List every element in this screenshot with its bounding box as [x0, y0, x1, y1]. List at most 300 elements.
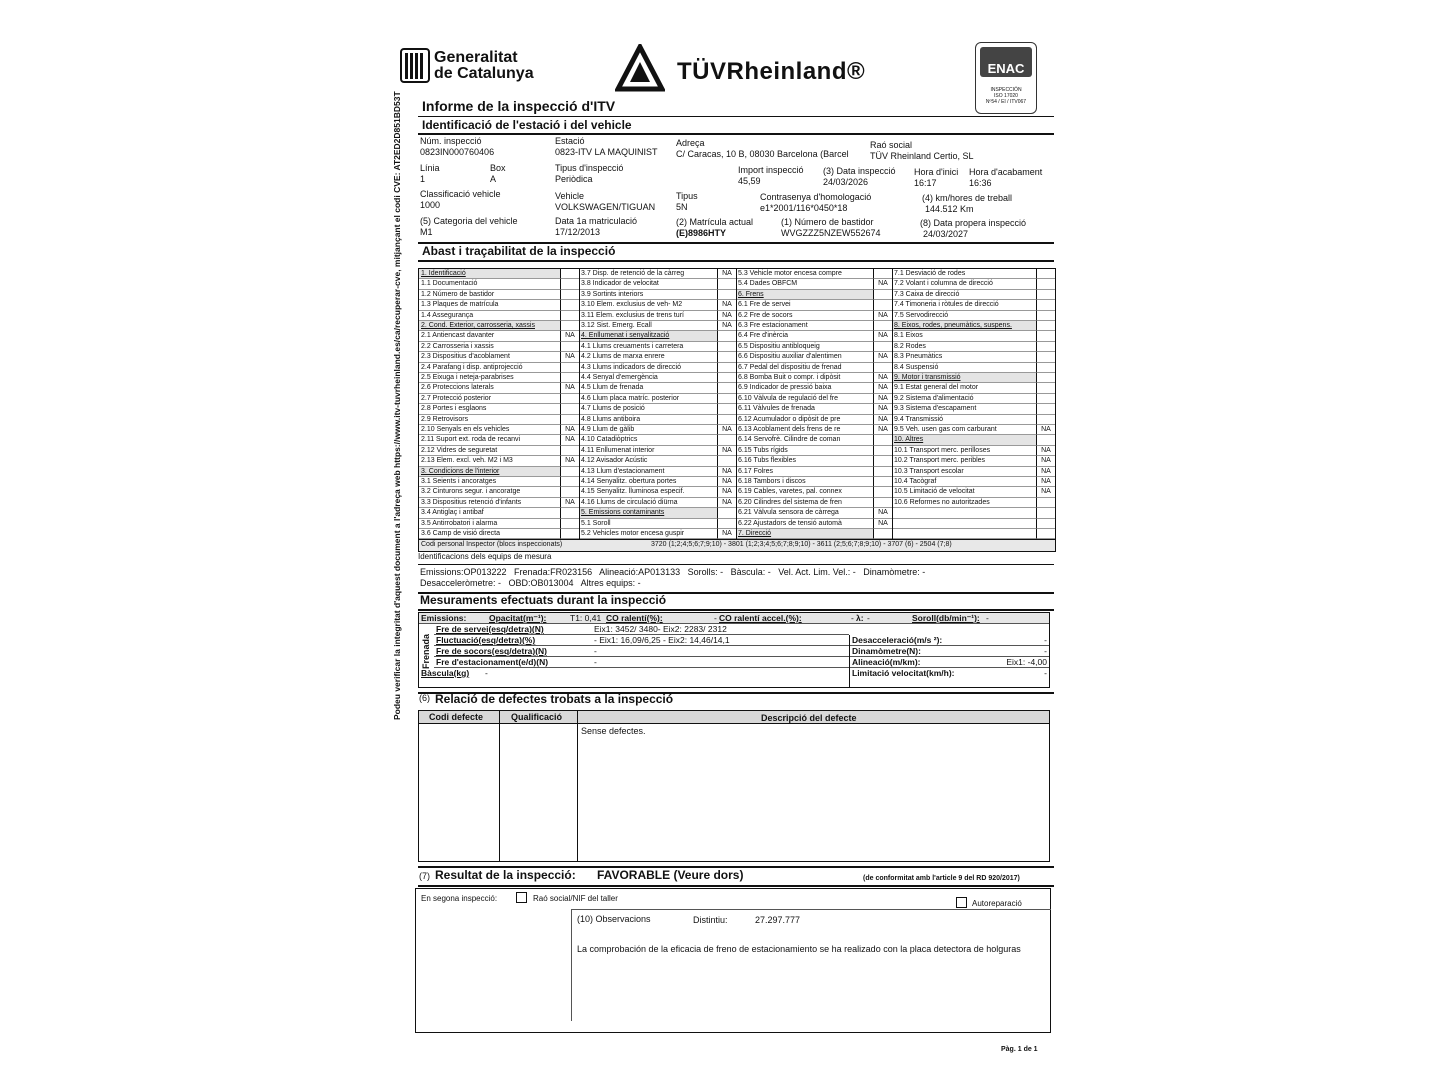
scope-na-mark: NA [1037, 425, 1055, 435]
scope-item: 6.6 Dispositiu auxiliar d'alentimen [736, 352, 874, 362]
identification-fields [420, 136, 1056, 241]
fre-socors-row [434, 646, 849, 657]
scope-na-mark: NA [1037, 477, 1055, 487]
scope-na-mark [718, 352, 736, 362]
scope-na-mark: NA [718, 269, 736, 279]
scope-item: 9. Motor i transmissió [892, 373, 1037, 383]
scope-na-mark [718, 331, 736, 341]
scope-item: 4.6 Llum placa matríc. posterior [579, 394, 718, 404]
scope-item: 4.10 Catadiòptrics [579, 435, 718, 445]
scope-na-mark [561, 311, 579, 321]
scope-na-mark: NA [561, 352, 579, 362]
scope-item: 4. Enllumenat i senyalització [579, 331, 718, 341]
scope-item: 2.10 Senyals en els vehicles [419, 425, 561, 435]
scope-item: 7. Direcció [736, 529, 874, 539]
scope-na-mark [718, 290, 736, 300]
scope-item: 5.4 Dades OBFCM [736, 279, 874, 289]
scope-item: 10.6 Reformes no autoritzades [892, 498, 1037, 508]
scope-na-mark [1037, 394, 1055, 404]
scope-na-mark [718, 508, 736, 518]
matricula-label: (2) Matrícula actual [676, 217, 754, 227]
categoria: M1 [420, 227, 433, 237]
scope-na-mark [561, 394, 579, 404]
defects-table [418, 710, 1050, 862]
scope-item: 10. Altres [892, 435, 1037, 445]
enac-label: ENAC [987, 61, 1025, 76]
scope-item: 6.12 Acumulador o dipòsit de pre [736, 415, 874, 425]
scope-item: 3.3 Dispositius retenció d'infants [419, 498, 561, 508]
num-inspeccio-label: Núm. inspecció [420, 136, 482, 146]
scope-na-mark [1037, 279, 1055, 289]
tuv-triangle-icon [615, 44, 665, 97]
scope-item: 6.18 Tambors i discos [736, 477, 874, 487]
scope-na-mark: NA [874, 373, 892, 383]
result-title: Resultat de la inspecció: [435, 868, 576, 882]
scope-na-mark [561, 529, 579, 539]
co-ralenti-label: CO ralentí(%): [606, 613, 663, 623]
scope-na-mark: NA [718, 498, 736, 508]
scope-na-mark [561, 404, 579, 414]
scope-na-mark [874, 467, 892, 477]
inspector-code-value: 3720 (1;2;4;5;6;7;9;10) - 3801 (1;2;3;4;5;6;7;8;9;10) - 3611 (2;5;6;7;8;9;10) - 3707 (6) - 2504 (7;8) [651, 541, 952, 548]
scope-item: 6.22 Ajustadors de tensió automà [736, 519, 874, 529]
generalitat-line1: Generalitat [434, 49, 518, 66]
scope-na-mark [561, 467, 579, 477]
scope-item: 5.1 Soroll [579, 519, 718, 529]
scope-na-mark: NA [718, 446, 736, 456]
generalitat-logo [400, 48, 430, 83]
scope-item: 4.14 Senyalitz. obertura portes [579, 477, 718, 487]
scope-col-1 [419, 269, 579, 551]
scope-item: 2.3 Dispositius d'acoblament [419, 352, 561, 362]
scope-item: 2.8 Portes i esglaons [419, 404, 561, 414]
verification-side-text: Podeu verificar la integritat d'aquest document a l'adreça web https://www.itv-tuvrheinland.es/ca/recuperar-cve, mitjançant el codi CVE: AT2ED2D851BD53T [392, 91, 402, 720]
result-note: (de conformitat amb l'article 9 del RD 920/2017) [863, 875, 1020, 882]
obs-text: La comprobación de la eficacia de freno de estacionamiento se ha realizado con la placa detectora de holguras [577, 944, 1021, 954]
scope-item: 6.21 Vàlvula sensora de càrrega [736, 508, 874, 518]
segona-label: En segona inspecció: [421, 894, 498, 903]
scope-item: 6.3 Fre estacionament [736, 321, 874, 331]
scope-na-mark [718, 456, 736, 466]
scope-item: 3. Condicions de l'interior [419, 467, 561, 477]
scope-item: 3.11 Elem. exclusius de trens turí [579, 311, 718, 321]
scope-item: 8.3 Pneumàtics [892, 352, 1037, 362]
measurements-title: Mesuraments efectuats durant la inspecció [420, 593, 667, 607]
scope-item: 2. Cond. Exterior, carrosseria, xassis [419, 321, 561, 331]
enac-sub2: ISO 17020 [994, 93, 1018, 99]
scope-na-mark [1037, 269, 1055, 279]
alineacio-label: Alineació(m/km): [852, 657, 921, 667]
scope-na-mark [874, 342, 892, 352]
scope-na-mark [718, 519, 736, 529]
inspector-code-row [419, 539, 1055, 551]
scope-item: 2.11 Suport ext. roda de recanvi [419, 435, 561, 445]
scope-na-mark: NA [1037, 446, 1055, 456]
scope-item: 7.2 Volant i columna de direcció [892, 279, 1037, 289]
classif-label: Classificació vehicle [420, 189, 501, 199]
scope-title: Abast i traçabilitat de la inspecció [422, 244, 616, 258]
scope-na-mark [1037, 415, 1055, 425]
result-num: (7) [419, 871, 430, 881]
scope-item: 3.2 Cinturons segur. i ancoratge [419, 487, 561, 497]
scope-item: 10.4 Tacògraf [892, 477, 1037, 487]
limitacio-row [850, 668, 1049, 679]
scope-na-mark: NA [718, 311, 736, 321]
col-codi-header: Codi defecte [429, 712, 484, 722]
scope-item: 10.2 Transport merc. peribles [892, 456, 1037, 466]
scope-na-mark [874, 363, 892, 373]
scope-item: 9.4 Transmissió [892, 415, 1037, 425]
scope-item: 3.4 Antiglaç i antibaf [419, 508, 561, 518]
scope-item: 1.1 Documentació [419, 279, 561, 289]
dinamometre-label: Dinamòmetre(N): [852, 646, 921, 656]
scope-item: 5.2 Vehicles motor encesa guspir [579, 529, 718, 539]
data-matric-label: Data 1a matriculació [555, 216, 638, 226]
tipus-insp-label: Tipus d'inspecció [555, 163, 624, 173]
scope-na-mark [1037, 498, 1055, 508]
scope-item: 9.1 Estat general del motor [892, 383, 1037, 393]
estacio-label: Estació [555, 136, 585, 146]
scope-na-mark [718, 279, 736, 289]
scope-na-mark [561, 342, 579, 352]
scope-na-mark: NA [561, 456, 579, 466]
defects-num: (6) [419, 693, 430, 703]
scope-item: 6.13 Acoblament dels frens de re [736, 425, 874, 435]
scope-na-mark [874, 269, 892, 279]
scope-item: 3.8 Indicador de velocitat [579, 279, 718, 289]
scope-na-mark: NA [874, 404, 892, 414]
linia: 1 [420, 174, 426, 184]
scope-na-mark: NA [874, 415, 892, 425]
scope-na-mark: NA [718, 487, 736, 497]
scope-na-mark [1037, 331, 1055, 341]
tipus: 5N [676, 202, 688, 212]
box-label: Box [490, 163, 506, 173]
contrasenya: e1*2001/116*0450*18 [760, 203, 848, 213]
scope-na-mark: NA [561, 383, 579, 393]
scope-na-mark: NA [718, 477, 736, 487]
scope-na-mark [718, 342, 736, 352]
scope-na-mark: NA [874, 519, 892, 529]
autoreparacio-label: Autoreparació [972, 899, 1022, 908]
scope-na-mark [1037, 311, 1055, 321]
scope-item: 2.6 Proteccions laterals [419, 383, 561, 393]
col-desc-header: Descripció del defecte [761, 713, 857, 723]
scope-na-mark [561, 269, 579, 279]
scope-item [892, 508, 1037, 518]
scope-item: 3.1 Seients i ancoratges [419, 477, 561, 487]
scope-na-mark [874, 487, 892, 497]
scope-item: 2.1 Antiencast davanter [419, 331, 561, 341]
scope-item: 7.4 Timoneria i ròtules de direcció [892, 300, 1037, 310]
scope-na-mark [718, 394, 736, 404]
scope-na-mark [561, 415, 579, 425]
scope-na-mark [1037, 519, 1055, 529]
scope-na-mark [561, 446, 579, 456]
scope-item: 6.17 Folres [736, 467, 874, 477]
fre-servei-value: Eix1: 3452/ 3480- Eix2: 2283/ 2312 [594, 624, 727, 634]
hora-inici: 16:17 [914, 178, 937, 188]
scope-item: 6. Frens [736, 290, 874, 300]
scope-item: 4.13 Llum d'estacionament [579, 467, 718, 477]
frenada-vertical-label: Frenada [421, 633, 431, 669]
lambda-value: - [867, 613, 870, 623]
scope-na-mark [874, 498, 892, 508]
fre-socors-label: Fre de socors(esq/detra)(N) [436, 646, 547, 656]
scope-item: 4.15 Senyalitz. lluminosa especif. [579, 487, 718, 497]
bascula-label: Bàscula(kg) [421, 668, 470, 678]
scope-na-mark [561, 508, 579, 518]
co-accel-value: - [851, 613, 854, 623]
equipment-line2: Desacceleròmetre: - OBD:OB013004 Altres equips: - [420, 578, 641, 588]
identification-title: Identificació de l'estació i del vehicle [422, 118, 632, 132]
scope-item: 2.9 Retrovisors [419, 415, 561, 425]
emissions-row [419, 613, 1049, 624]
scope-na-mark: NA [561, 425, 579, 435]
scope-col-3 [736, 269, 892, 551]
scope-item: 9.5 Veh. usen gas com carburant [892, 425, 1037, 435]
scope-na-mark [1037, 352, 1055, 362]
alineacio-value: Eix1: -4,00 [1006, 657, 1047, 667]
adreca-label: Adreça [676, 138, 705, 148]
scope-item: 2.13 Elem. excl. veh. M2 i M3 [419, 456, 561, 466]
data-insp-label: (3) Data inspecció [823, 166, 896, 176]
dinamometre-value: - [1044, 646, 1047, 656]
scope-item: 9.2 Sistema d'alimentació [892, 394, 1037, 404]
page-number: Pàg. 1 de 1 [1001, 1046, 1038, 1053]
scope-item: 3.5 Antirrobatori i alarma [419, 519, 561, 529]
scope-na-mark [1037, 383, 1055, 393]
scope-item: 4.7 Llums de posició [579, 404, 718, 414]
scope-item: 6.9 Indicador de pressió baixa [736, 383, 874, 393]
scope-na-mark [1037, 300, 1055, 310]
scope-na-mark [874, 435, 892, 445]
data-insp: 24/03/2026 [823, 177, 869, 187]
scope-na-mark: NA [718, 467, 736, 477]
scope-na-mark [1037, 435, 1055, 445]
lambda-label: λ: [856, 613, 864, 623]
scope-na-mark [561, 487, 579, 497]
scope-na-mark [874, 477, 892, 487]
scope-na-mark: NA [874, 425, 892, 435]
scope-item: 2.2 Carrosseria i xassis [419, 342, 561, 352]
scope-item: 6.2 Fre de socors [736, 311, 874, 321]
scope-na-mark [561, 373, 579, 383]
adreca: C/ Caracas, 10 B, 08030 Barcelona (Barcel [676, 149, 849, 159]
scope-na-mark [1037, 363, 1055, 373]
classif: 1000 [420, 200, 441, 210]
scope-item: 4.16 Llums de circulació diürna [579, 498, 718, 508]
scope-na-mark: NA [874, 383, 892, 393]
scope-na-mark [874, 529, 892, 539]
opacitat-label: Opacitat(m⁻¹): [489, 613, 547, 623]
desacc-label: Desacceleració(m/s ²): [852, 635, 943, 645]
scope-na-mark [874, 300, 892, 310]
fre-estac-row [434, 657, 849, 668]
scope-item: 6.7 Pedal del dispositiu de frenad [736, 363, 874, 373]
scope-na-mark [718, 435, 736, 445]
scope-na-mark: NA [1037, 456, 1055, 466]
scope-item: 6.20 Cilindres del sistema de fren [736, 498, 874, 508]
scope-item: 1. Identificació [419, 269, 561, 279]
co-accel-label: CO ralentí accel.(%): [719, 613, 802, 623]
hora-inici-label: Hora d'inici [914, 167, 959, 177]
generalitat-name [434, 50, 534, 82]
fluctuacio-label: Fluctuació(esq/detra)(%) [436, 635, 536, 645]
scope-item: 8.1 Eixos [892, 331, 1037, 341]
vehicle-label: Vehicle [555, 191, 585, 201]
scope-na-mark: NA [874, 311, 892, 321]
measurements-table [418, 612, 1050, 688]
scope-item: 2.5 Eixuga i neteja-parabrises [419, 373, 561, 383]
equipment-line1: Emissions:OP013222 Frenada:FR023156 Alineació:AP013133 Sorolls: - Bàscula: - Vel. Act. Lim. Vel.: - Dinamòmetre: - [420, 567, 926, 577]
scope-na-mark: NA [1037, 467, 1055, 477]
scope-col-4 [892, 269, 1055, 551]
contrasenya-label: Contrasenya d'homologació [760, 192, 872, 202]
second-inspection-box [415, 888, 1051, 1033]
scope-na-mark: NA [874, 508, 892, 518]
scope-na-mark [874, 446, 892, 456]
scope-item: 1.2 Número de bastidor [419, 290, 561, 300]
obs-label: (10) Observacions [577, 914, 651, 924]
distintiu-label: Distintiu: [693, 915, 728, 925]
bastidor: WVGZZZ5NZEW552674 [781, 228, 881, 238]
emissions-label: Emissions: [421, 613, 467, 623]
defects-title: Relació de defectes trobats a la inspecció [435, 692, 674, 706]
scope-item: 2.12 Vidres de seguretat [419, 446, 561, 456]
tipus-insp: Periòdica [555, 174, 593, 184]
fre-estac-label: Fre d'estacionament(e/d)(N) [436, 657, 549, 667]
scope-na-mark [1037, 321, 1055, 331]
num-inspeccio: 0823IN000760406 [420, 147, 495, 157]
scope-item [892, 519, 1037, 529]
import-label: Import inspecció [738, 165, 804, 175]
scope-na-mark [718, 363, 736, 373]
scope-item: 3.12 Sist. Emerg. Ecall [579, 321, 718, 331]
vehicle: VOLKSWAGEN/TIGUAN [555, 202, 656, 212]
scope-na-mark: NA [874, 331, 892, 341]
equipment-title: Identificacions dels equips de mesura [418, 552, 552, 561]
fluctuacio-row [434, 635, 849, 646]
import: 45,59 [738, 176, 761, 186]
scope-item: 5. Emissions contaminants [579, 508, 718, 518]
scope-item: 6.4 Fre d'inèrcia [736, 331, 874, 341]
fre-servei-label: Fre de servei(esq/detra)(N) [436, 624, 544, 634]
tuv-logo-text: TÜVRheinland® [677, 58, 866, 85]
alineacio-row [850, 657, 1049, 668]
scope-item: 4.3 Llums indicadors de direcció [579, 363, 718, 373]
scope-item: 9.3 Sistema d'escapament [892, 404, 1037, 414]
scope-na-mark: NA [1037, 487, 1055, 497]
fre-estac-value: - [594, 657, 597, 667]
scope-item: 5.3 Vehicle motor encesa compre [736, 269, 874, 279]
scope-item: 1.4 Assegurança [419, 311, 561, 321]
scope-item: 2.7 Protecció posterior [419, 394, 561, 404]
enac-sub3: Nº54 / EI / ITV067 [985, 99, 1027, 105]
data-matric: 17/12/2013 [555, 227, 601, 237]
scope-na-mark: NA [718, 321, 736, 331]
scope-item: 6.5 Dispositiu antibloqueig [736, 342, 874, 352]
generalitat-emblem-icon [400, 48, 430, 83]
co-ralenti-value: - [714, 613, 717, 623]
scope-na-mark [561, 477, 579, 487]
scope-item: 8.4 Suspensió [892, 363, 1037, 373]
fre-servei-row [434, 624, 849, 635]
scope-na-mark [874, 456, 892, 466]
scope-na-mark [561, 300, 579, 310]
scope-na-mark [1037, 529, 1055, 539]
scope-item: 8. Eixos, rodes, pneumàtics, suspens. [892, 321, 1037, 331]
scope-na-mark: NA [874, 352, 892, 362]
scope-item: 4.9 Llum de gàlib [579, 425, 718, 435]
scope-na-mark [1037, 404, 1055, 414]
soroll-value: - [986, 613, 989, 623]
enac-logo [975, 42, 1037, 114]
inspector-code-label: Codi personal Inspector (blocs inspeccionats) [421, 541, 563, 548]
desacc-row [850, 635, 1049, 646]
segona-checkbox[interactable] [516, 892, 527, 903]
autoreparacio-checkbox[interactable] [956, 897, 967, 908]
dinamometre-row [850, 646, 1049, 657]
scope-item: 4.5 Llum de frenada [579, 383, 718, 393]
scope-item: 4.2 Llums de marxa enrere [579, 352, 718, 362]
scope-na-mark [1037, 342, 1055, 352]
scope-na-mark: NA [874, 394, 892, 404]
scope-grid [418, 268, 1056, 552]
fre-socors-value: - [594, 646, 597, 656]
estacio: 0823-ITV LA MAQUINIST [555, 147, 658, 157]
tipus-label: Tipus [676, 191, 698, 201]
scope-na-mark: NA [561, 498, 579, 508]
scope-item: 3.7 Disp. de retenció de la càrreg [579, 269, 718, 279]
propera-label: (8) Data propera inspecció [920, 218, 1027, 228]
linia-label: Línia [420, 163, 440, 173]
fluctuacio-value: - Eix1: 16,09/6,25 - Eix2: 14,46/14,1 [594, 635, 730, 645]
matricula: (E)8986HTY [676, 228, 727, 238]
scope-na-mark [1037, 508, 1055, 518]
limitacio-value: - [1044, 668, 1047, 678]
scope-item: 6.15 Tubs rígids [736, 446, 874, 456]
scope-item: 6.1 Fre de servei [736, 300, 874, 310]
limitacio-label: Limitació velocitat(km/h): [852, 668, 955, 678]
scope-na-mark: NA [718, 425, 736, 435]
scope-na-mark [718, 383, 736, 393]
hora-acab-label: Hora d'acabament [969, 167, 1043, 177]
generalitat-line2: de Catalunya [434, 65, 534, 82]
scope-item: 7.3 Caixa de direcció [892, 290, 1037, 300]
scope-item: 2.4 Parafang i disp. antiprojecció [419, 363, 561, 373]
scope-item: 4.4 Senyal d'emergència [579, 373, 718, 383]
opacitat-value: T1: 0,41 [570, 613, 602, 623]
scope-na-mark [718, 415, 736, 425]
report-title: Informe de la inspecció d'ITV [422, 98, 616, 114]
scope-item: 3.9 Sortints interiors [579, 290, 718, 300]
scope-na-mark [718, 373, 736, 383]
scope-item: 4.12 Avisador Acústic [579, 456, 718, 466]
scope-na-mark: NA [561, 435, 579, 445]
scope-na-mark [561, 290, 579, 300]
bascula-value: - [485, 668, 488, 678]
scope-na-mark [1037, 373, 1055, 383]
hora-acab: 16:36 [969, 178, 992, 188]
rao-label: Raó social [870, 140, 913, 150]
scope-na-mark: NA [561, 331, 579, 341]
scope-item: 8.2 Rodes [892, 342, 1037, 352]
bascula-row [419, 668, 849, 679]
scope-na-mark [561, 279, 579, 289]
scope-item: 10.1 Transport merc. perilloses [892, 446, 1037, 456]
scope-na-mark [874, 321, 892, 331]
